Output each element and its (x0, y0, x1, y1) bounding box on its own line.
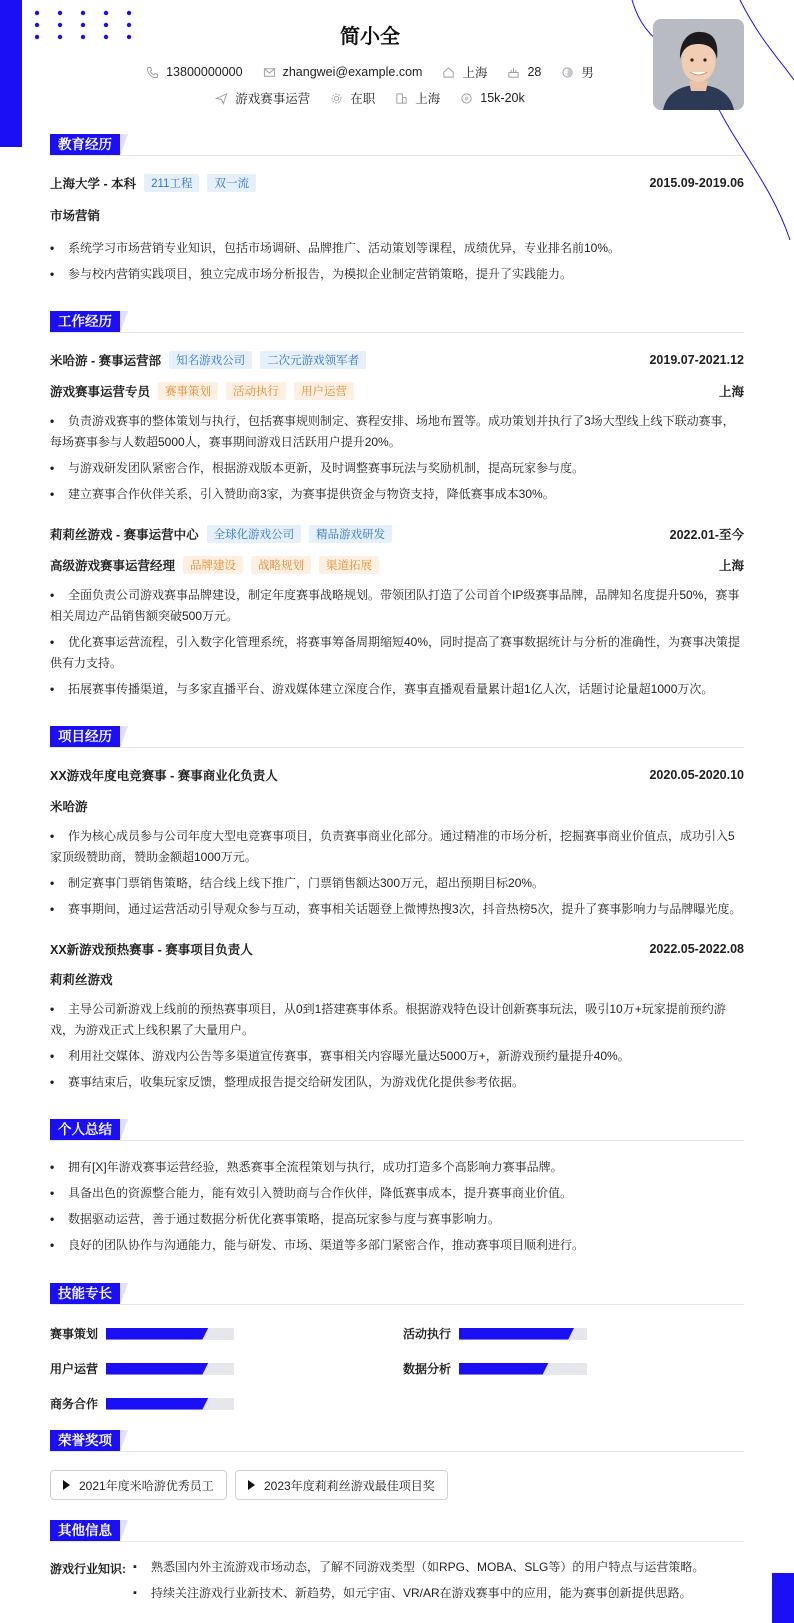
section-awards-label: 荣誉奖项 (50, 1430, 120, 1452)
skill-level-fill (106, 1363, 208, 1375)
award-text: 2023年度莉莉丝游戏最佳项目奖 (264, 1478, 435, 1493)
company-name: 莉莉丝游戏 - 赛事运营中心 (50, 528, 199, 542)
list-item: • 全面负责公司游戏赛事品牌建设，制定年度赛事战略规划。带领团队打造了公司首个IP级赛事品牌，品牌知名度提升50%，赛事 (50, 585, 744, 606)
skill-item (50, 1360, 234, 1377)
skill-name: 数据分析 (403, 1362, 452, 1376)
skill-level-fill (459, 1328, 574, 1340)
education-header (50, 174, 744, 192)
list-item: • 赛事结束后，收集玩家反馈，整理成报告提交给研发团队，为游戏优化提供参考依据。 (50, 1072, 744, 1093)
gender-text: 男 (581, 66, 594, 80)
section-projects-title (50, 726, 120, 748)
major-name: 市场营销 (50, 209, 101, 223)
work-date: 2022.01-至今 (669, 528, 744, 542)
profile-photo (653, 19, 744, 110)
project-org-row (50, 797, 744, 815)
list-item: • 负责游戏赛事的整体策划与执行，包括赛事规则制定、赛程安排、场地布置等。成功策划并执行了3场大型线上线下联动赛事， (50, 411, 744, 432)
salary-info (460, 89, 524, 107)
list-item: ▪ 熟悉国内外主流游戏市场动态，了解不同游戏类型（如RPG、MOBA、SLG等）的用户特点与运营策略。 (133, 1557, 743, 1578)
section-education-title (50, 134, 120, 156)
list-item: • 拓展赛事传播渠道，与多家直播平台、游戏媒体建立深度合作，赛事直播观看量累计超1亿人次，话题讨论量超1000万次。 (50, 679, 744, 700)
gender-icon (561, 66, 574, 79)
work-city-info (395, 89, 440, 107)
section-other-label: 其他信息 (50, 1520, 120, 1542)
city-info (442, 63, 487, 81)
skill-name: 商务合作 (50, 1397, 99, 1411)
other-info-label: 游戏行业知识: (50, 1562, 126, 1576)
company-tag: 知名游戏公司 (169, 351, 252, 369)
section-divider (50, 1541, 744, 1542)
project-org: 米哈游 (50, 800, 88, 814)
section-other-title (50, 1520, 120, 1542)
skill-level-bar (106, 1398, 234, 1410)
role-title: 游戏赛事运营专员 (50, 385, 151, 399)
section-divider (50, 1304, 744, 1305)
project-date: 2020.05-2020.10 (649, 768, 744, 782)
work-header (50, 351, 744, 369)
list-item-continuation: 供有力支持。 (50, 656, 123, 670)
coin-icon (460, 92, 473, 105)
project-header (50, 940, 744, 958)
section-divider (50, 332, 744, 333)
work-date: 2019.07-2021.12 (649, 353, 744, 367)
school-tag: 双一流 (207, 174, 256, 192)
email-info (263, 63, 423, 81)
age-info (507, 63, 541, 81)
section-education-label: 教育经历 (50, 134, 120, 156)
skill-level-bar (459, 1328, 587, 1340)
list-item: • 参与校内营销实践项目，独立完成市场分析报告，为模拟企业制定营销策略，提升了实践能力。 (50, 264, 744, 285)
role-row (50, 556, 744, 574)
project-org: 莉莉丝游戏 (50, 973, 113, 987)
role-row (50, 382, 744, 400)
status-info (330, 89, 375, 107)
list-item: • 利用社交媒体、游戏内公告等多渠道宣传赛事，赛事相关内容曝光量达5000万+，新游戏预约量提升40%。 (50, 1046, 744, 1067)
list-item: • 系统学习市场营销专业知识，包括市场调研、品牌推广、活动策划等课程，成绩优异，专业排名前10%。 (50, 238, 744, 259)
project-title: XX游戏年度电竞赛事 - 赛事商业化负责人 (50, 769, 278, 783)
play-icon (248, 1480, 255, 1490)
section-skills-label: 技能专长 (50, 1283, 120, 1305)
section-divider (50, 1140, 744, 1141)
role-skill-tag: 赛事策划 (158, 382, 218, 400)
list-item: ▪ 持续关注游戏行业新技术、新趋势，如元宇宙、VR/AR在游戏赛事中的应用，能为赛事创新提供思路。 (133, 1583, 743, 1604)
award-item (50, 1470, 227, 1500)
list-item: • 建立赛事合作伙伴关系，引入赞助商3家，为赛事提供资金与物资支持，降低赛事成本30%。 (50, 484, 744, 505)
skill-level-fill (106, 1328, 208, 1340)
email-text: zhangwei@example.com (282, 65, 423, 79)
phone-text: 13800000000 (166, 65, 243, 79)
mail-icon (263, 66, 276, 79)
gender-info (561, 63, 594, 81)
list-item: • 制定赛事门票销售策略，结合线上线下推广，门票销售额达300万元，超出预期目标20%。 (50, 873, 744, 894)
skill-item (50, 1395, 234, 1412)
section-divider (50, 747, 744, 748)
award-text: 2021年度米哈游优秀员工 (79, 1478, 214, 1493)
company-tag: 全球化游戏公司 (207, 525, 302, 543)
company-name: 米哈游 - 赛事运营部 (50, 354, 162, 368)
role-skill-tag: 活动执行 (226, 382, 286, 400)
section-summary-label: 个人总结 (50, 1119, 120, 1141)
candidate-name: 简小全 (340, 26, 400, 48)
list-item: • 良好的团队协作与沟通能力，能与研发、市场、渠道等多部门紧密合作，推动赛事项目顺利进行。 (50, 1235, 744, 1256)
project-date: 2022.05-2022.08 (649, 942, 744, 956)
section-summary-title (50, 1119, 120, 1141)
company-tag: 二次元游戏领军者 (260, 351, 366, 369)
skill-name: 活动执行 (403, 1327, 452, 1341)
salary-text: 15k-20k (480, 91, 525, 105)
work-location: 上海 (718, 385, 744, 399)
skill-name: 赛事策划 (50, 1327, 99, 1341)
project-header (50, 766, 744, 784)
list-item: • 赛事期间，通过运营活动引导观众参与互动，赛事相关话题登上微博热搜3次，抖音热榜5次，提升了赛事影响力与品牌曝光度。 (50, 899, 744, 920)
age-text: 28 (527, 65, 542, 79)
role-title: 高级游戏赛事运营经理 (50, 559, 176, 573)
company-tag: 精品游戏研发 (309, 525, 392, 543)
job-intent-row (0, 89, 740, 107)
section-work-label: 工作经历 (50, 311, 120, 333)
send-icon (215, 92, 228, 105)
award-item (235, 1470, 448, 1500)
status-text: 在职 (350, 92, 376, 106)
cake-icon (507, 66, 520, 79)
gear-icon (330, 92, 343, 105)
role-skill-tag: 战略规划 (251, 556, 311, 574)
home-icon (442, 66, 455, 79)
list-item-continuation: 相关周边产品销售额突破500万元。 (50, 609, 239, 623)
work-header (50, 525, 744, 543)
skill-level-fill (459, 1363, 549, 1375)
list-item-continuation: 家顶级赞助商，赞助金额超1000万元。 (50, 850, 257, 864)
role-skill-tag: 用户运营 (294, 382, 354, 400)
education-date: 2015.09-2019.06 (649, 176, 744, 190)
phone-info (146, 63, 242, 81)
list-item-continuation: 戏，为游戏正式上线积累了大量用户。 (50, 1023, 255, 1037)
section-awards-title (50, 1430, 120, 1452)
section-work-title (50, 311, 120, 333)
work-location: 上海 (718, 559, 744, 573)
list-item: • 具备出色的资源整合能力，能有效引入赞助商与合作伙伴，降低赛事成本，提升赛事商业价值。 (50, 1183, 744, 1204)
section-projects-label: 项目经历 (50, 726, 120, 748)
school-tag: 211工程 (144, 174, 199, 192)
skill-item (403, 1325, 587, 1342)
list-item: • 作为核心成员参与公司年度大型电竞赛事项目，负责赛事商业化部分。通过精准的市场分析，挖掘赛事商业价值点，成功引入5 (50, 826, 744, 847)
section-skills-title (50, 1283, 120, 1305)
section-divider (50, 1451, 744, 1452)
project-org-row (50, 970, 744, 988)
skill-level-fill (106, 1398, 208, 1410)
city-text: 上海 (462, 66, 488, 80)
skill-level-bar (106, 1363, 234, 1375)
avatar-illustration (653, 19, 744, 110)
skill-level-bar (106, 1328, 234, 1340)
work-city-text: 上海 (415, 92, 441, 106)
list-item: • 主导公司新游戏上线前的预热赛事项目，从0到1搭建赛事体系。根据游戏特色设计创新赛事玩法，吸引10万+玩家提前预约游 (50, 999, 744, 1020)
school-name: 上海大学 - 本科 (50, 177, 137, 191)
contact-row (0, 63, 740, 81)
list-item: • 与游戏研发团队紧密合作，根据游戏版本更新，及时调整赛事玩法与奖励机制，提高玩家参与度。 (50, 458, 744, 479)
major-row (50, 206, 744, 224)
list-item-continuation: 每场赛事参与人数超5000人，赛事期间游戏日活跃用户提升20%。 (50, 435, 401, 449)
skill-item (403, 1360, 587, 1377)
position-text: 游戏赛事运营 (235, 92, 311, 106)
phone-icon (146, 66, 159, 79)
skill-item (50, 1325, 234, 1342)
section-divider (50, 155, 744, 156)
role-skill-tag: 品牌建设 (183, 556, 243, 574)
project-title: XX新游戏预热赛事 - 赛事项目负责人 (50, 943, 253, 957)
list-item: • 数据驱动运营，善于通过数据分析优化赛事策略，提高玩家参与度与赛事影响力。 (50, 1209, 744, 1230)
skill-level-bar (459, 1363, 587, 1375)
skill-name: 用户运营 (50, 1362, 99, 1376)
position-info (215, 89, 310, 107)
role-skill-tag: 渠道拓展 (319, 556, 379, 574)
play-icon (63, 1480, 70, 1490)
decorative-right-bar (772, 1573, 794, 1623)
list-item: • 拥有[X]年游戏赛事运营经验，熟悉赛事全流程策划与执行，成功打造多个高影响力赛事品牌。 (50, 1157, 744, 1178)
building-icon (395, 92, 408, 105)
list-item: • 优化赛事运营流程，引入数字化管理系统，将赛事筹备周期缩短40%，同时提高了赛事数据统计与分析的准确性，为赛事决策提 (50, 632, 744, 653)
